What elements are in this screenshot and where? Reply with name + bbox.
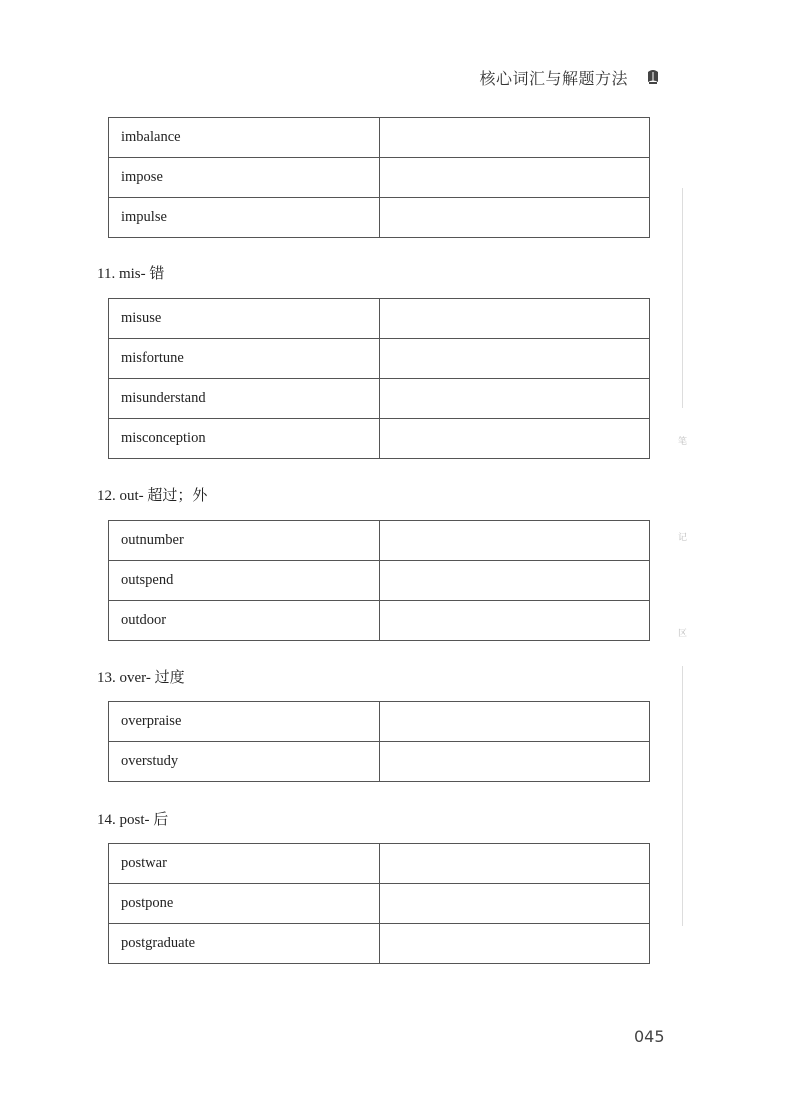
meaning-cell[interactable]: [380, 379, 650, 419]
meaning-cell[interactable]: [380, 118, 650, 158]
word-cell: overpraise: [109, 702, 380, 742]
vocab-table-prefix-over: [108, 701, 650, 782]
word-cell: misuse: [109, 299, 380, 339]
word-cell: overstudy: [109, 742, 380, 782]
header-title: 核心词汇与解题方法: [479, 69, 628, 88]
section-heading-over: 13. over- 过度: [97, 670, 185, 686]
word-cell: postpone: [109, 884, 380, 924]
word-cell: postwar: [109, 844, 380, 884]
word-cell: misconception: [109, 419, 380, 459]
meaning-cell[interactable]: [380, 299, 650, 339]
table-row: [109, 844, 650, 884]
vocab-table-prefix-out: [108, 520, 650, 641]
table-row: [109, 419, 650, 459]
table-row: [109, 158, 650, 198]
meaning-cell[interactable]: [380, 158, 650, 198]
notes-label: 记: [678, 533, 688, 543]
word-cell: postgraduate: [109, 924, 380, 964]
notes-label: 区: [678, 629, 688, 639]
notes-label: 笔: [678, 437, 688, 447]
vocab-table-prefix-mis: [108, 298, 650, 459]
vocab-table-prefix-post: [108, 843, 650, 964]
word-cell: impulse: [109, 198, 380, 238]
table-row: [109, 561, 650, 601]
meaning-cell[interactable]: [380, 198, 650, 238]
word-cell: imbalance: [109, 118, 380, 158]
notes-divider-bottom: [682, 666, 683, 926]
section-heading-mis: 11. mis- 错: [97, 266, 165, 282]
meaning-cell[interactable]: [380, 924, 650, 964]
table-row: [109, 601, 650, 641]
table-row: [109, 884, 650, 924]
table-row: [109, 299, 650, 339]
meaning-cell[interactable]: [380, 601, 650, 641]
word-cell: outnumber: [109, 521, 380, 561]
word-cell: misunderstand: [109, 379, 380, 419]
table-row: [109, 118, 650, 158]
meaning-cell[interactable]: [380, 702, 650, 742]
word-cell: impose: [109, 158, 380, 198]
table-row: [109, 742, 650, 782]
meaning-cell[interactable]: [380, 561, 650, 601]
table-row: [109, 339, 650, 379]
table-row: [109, 198, 650, 238]
meaning-cell[interactable]: [380, 521, 650, 561]
meaning-cell[interactable]: [380, 339, 650, 379]
page-number: 045: [634, 1027, 665, 1046]
word-cell: outspend: [109, 561, 380, 601]
word-cell: outdoor: [109, 601, 380, 641]
meaning-cell[interactable]: [380, 844, 650, 884]
meaning-cell[interactable]: [380, 884, 650, 924]
table-row: [109, 521, 650, 561]
vocab-table-prefix-im: [108, 117, 650, 238]
table-row: [109, 924, 650, 964]
meaning-cell[interactable]: [380, 419, 650, 459]
notes-divider-top: [682, 188, 683, 408]
book-head-icon: [646, 69, 660, 85]
section-heading-out: 12. out- 超过；外: [97, 488, 208, 504]
table-row: [109, 379, 650, 419]
meaning-cell[interactable]: [380, 742, 650, 782]
word-cell: misfortune: [109, 339, 380, 379]
section-heading-post: 14. post- 后: [97, 812, 169, 828]
table-row: [109, 702, 650, 742]
